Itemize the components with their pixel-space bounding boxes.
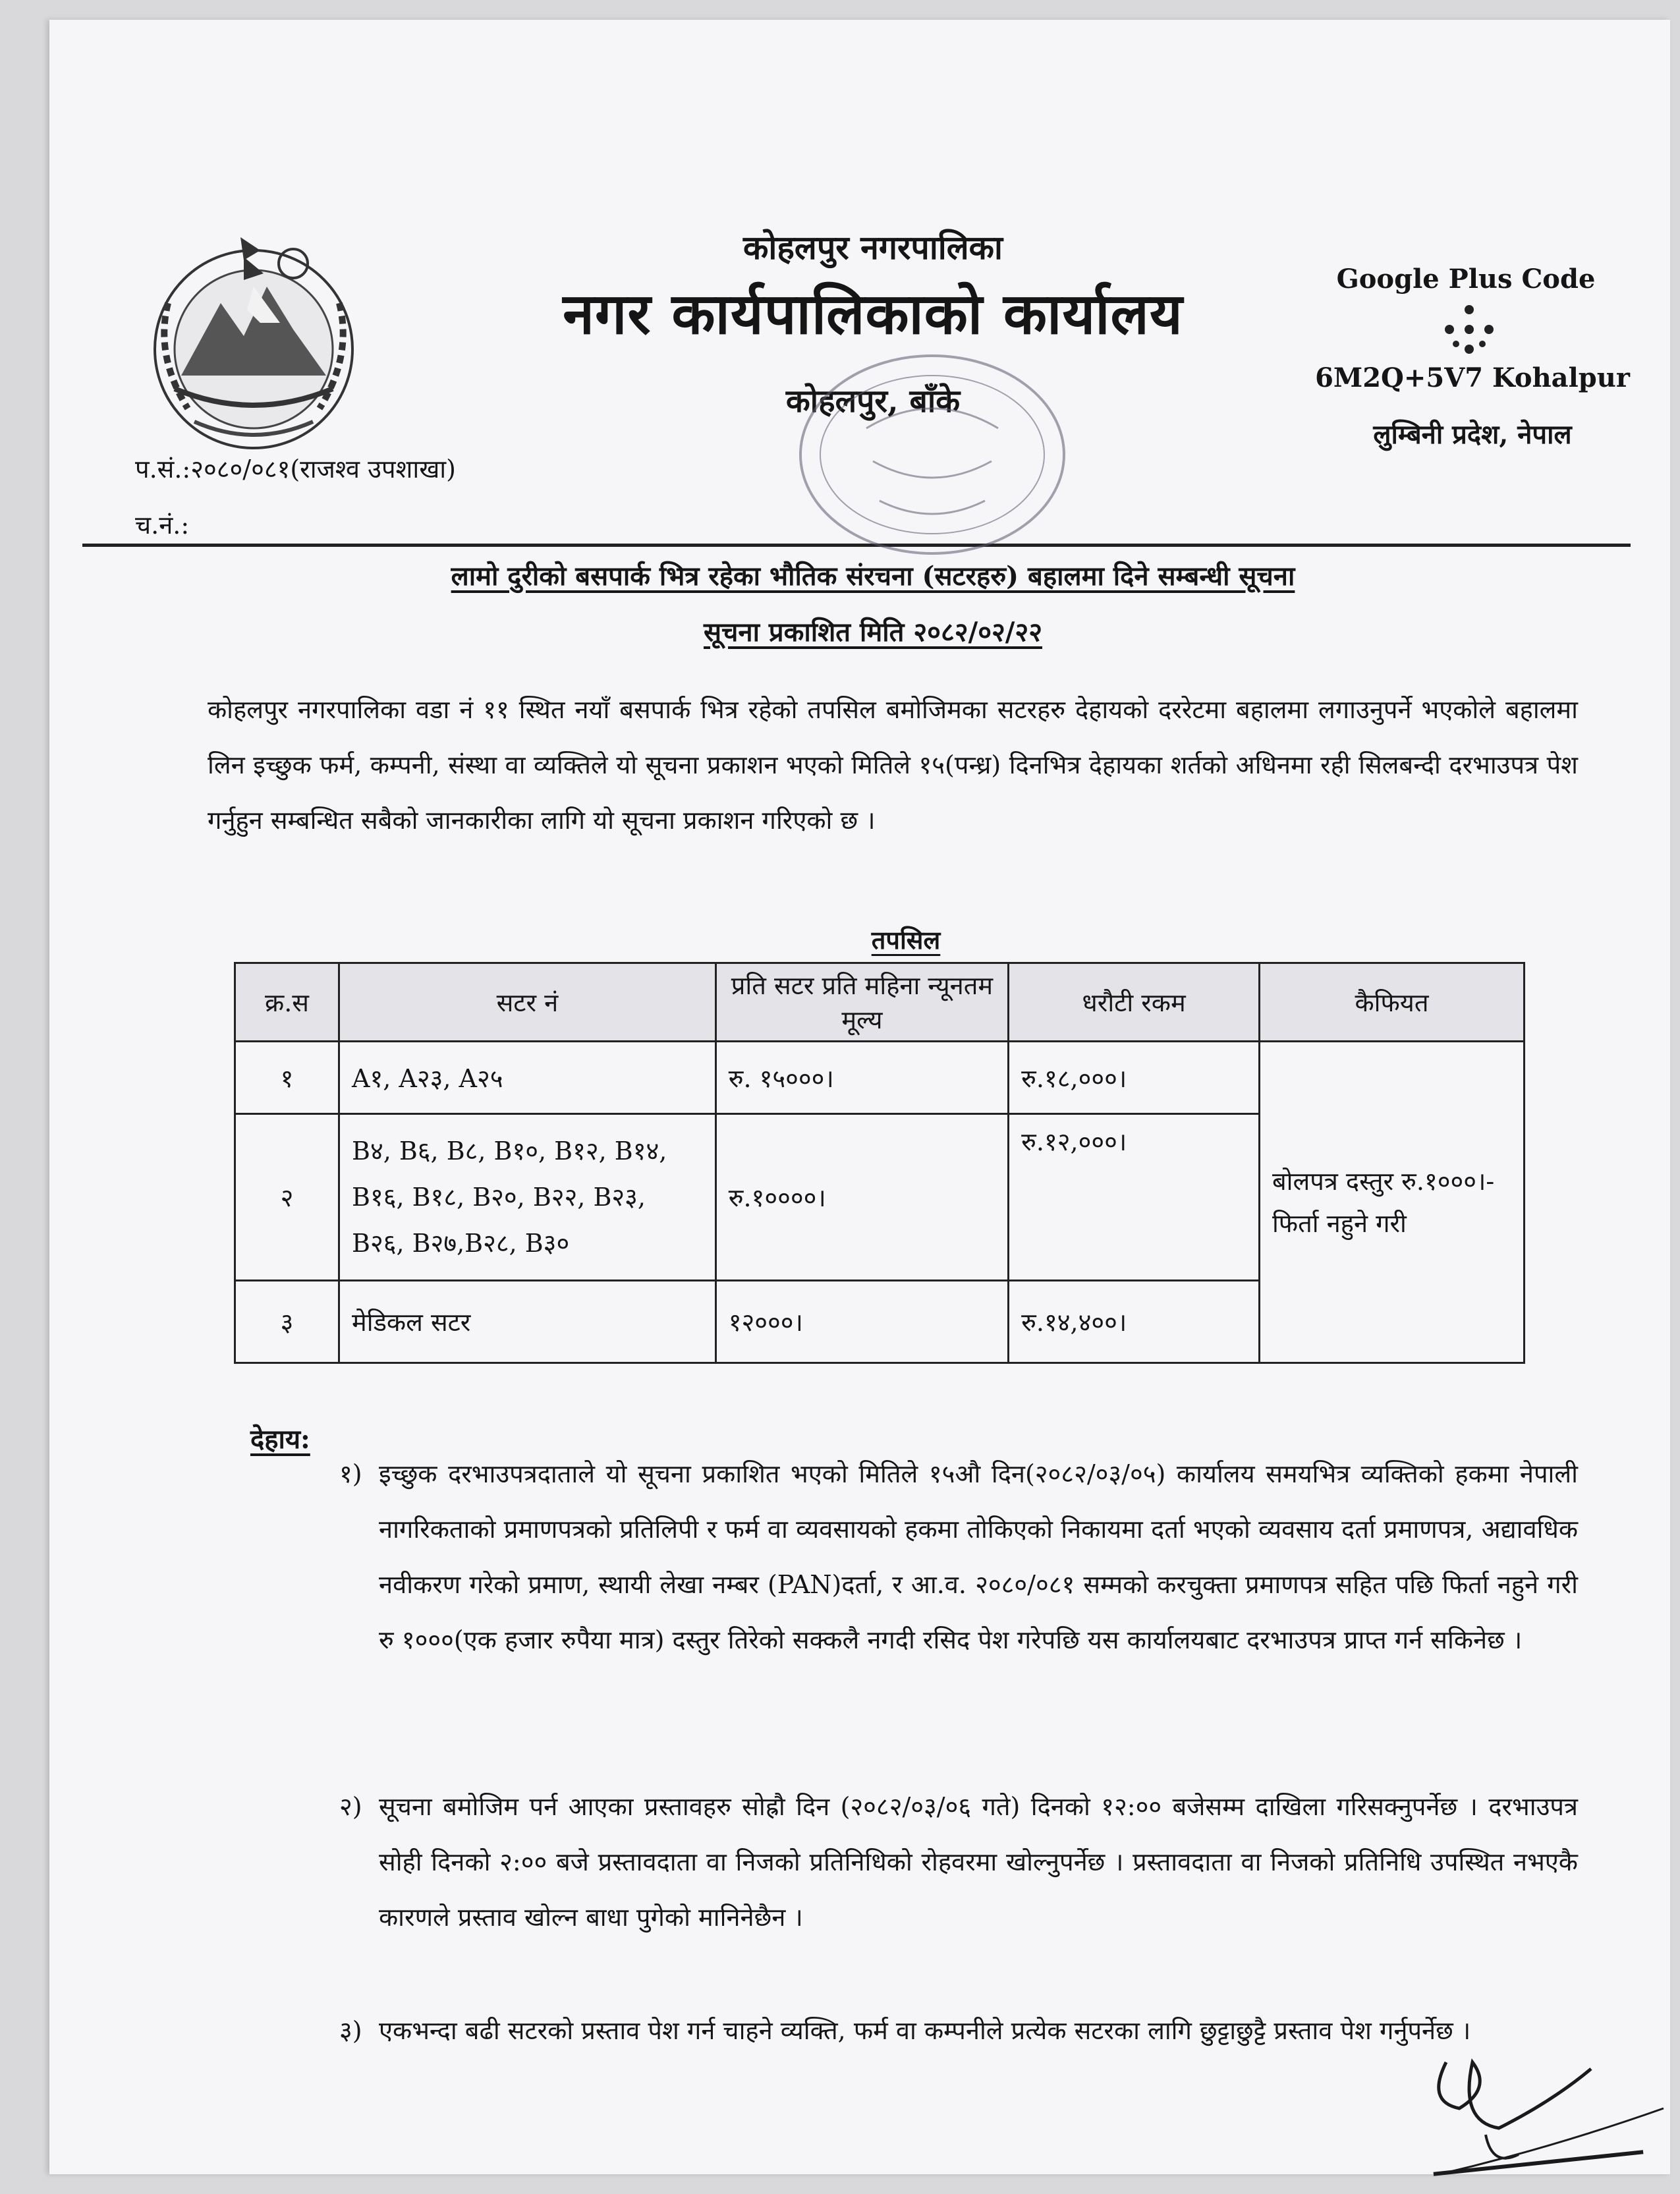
cell-deposit: रु.१२,०००। xyxy=(1009,1114,1260,1281)
office-title: नगर कार्यपालिकाको कार्यालय xyxy=(563,281,1183,347)
cell-shutter: मेडिकल सटर xyxy=(339,1281,716,1363)
header-remarks: कैफियत xyxy=(1259,963,1524,1042)
shutter-rates-table xyxy=(234,962,1525,1364)
reference-number: प.सं.:२०८०/०८१(राजश्व उपशाखा) xyxy=(135,455,456,484)
dispatch-number: च.नं.: xyxy=(135,511,190,540)
term-number: १) xyxy=(339,1459,362,1488)
header-deposit: धरौटी रकम xyxy=(1009,963,1260,1042)
official-stamp xyxy=(768,329,1097,567)
term-text: एकभन्दा बढी सटरको प्रस्ताव पेश गर्न चाहने व्यक्ति, फर्म वा कम्पनीले प्रत्येक सटरका लागि छुट्टाछुट्टै प्रस्ताव पेश गर्नुपर्नेछ । xyxy=(379,2016,1471,2045)
header-sn: क्र.स xyxy=(235,963,339,1042)
term-text: इच्छुक दरभाउपत्रदाताले यो सूचना प्रकाशित भएको मितिले १५औ दिन(२०८२/०३/०५) कार्यालय समयभित्र व्यक्तिको हकमा नेपाली नागरिकताको प्रमाणपत्रको प्रतिलिपी र फर्म वा व्यवसायको हकमा तोकिएको निकायमा दर्ता भएको व्यवसाय दर्ता प्रमाणपत्र, अद्यावधिक नवीकरण गरेको प्रमाण, स्थायी लेखा नम्बर (PAN)दर्ता, र आ.व. २०८०/०८१ सम्मको करचुक्ता प्रमाणपत्र सहित पछि फिर्ता नहुने गरी रु १०००(एक हजार रुपैया मात्र) दस्तुर तिरेको सक्कलै नगदी रसिद पेश गरेपछि यस कार्यालयबाट दरभाउपत्र प्राप्त गर्न सकिनेछ । xyxy=(379,1459,1578,1654)
notice-page xyxy=(49,20,1670,2174)
cell-price: रु. १५०००। xyxy=(715,1042,1008,1114)
google-plus-code-label: Google Plus Code xyxy=(1336,264,1596,295)
cell-remarks: बोलपत्र दस्तुर रु.१०००।- फिर्ता नहुने गरी xyxy=(1259,1042,1524,1363)
cell-price: १२०००। xyxy=(715,1281,1008,1363)
cell-deposit: रु.१४,४००। xyxy=(1009,1281,1260,1363)
office-address: कोहलपुर, बाँके xyxy=(785,383,961,420)
published-date: सूचना प्रकाशित मिति २०८२/०२/२२ xyxy=(703,617,1043,648)
terms-heading: देहाय: xyxy=(250,1424,310,1455)
officer-signature xyxy=(1420,2049,1670,2194)
cell-sn: ३ xyxy=(235,1281,339,1363)
term-item xyxy=(339,1779,1578,1945)
plus-code-icon xyxy=(1440,303,1499,356)
table-header-row xyxy=(235,963,1525,1042)
nepal-emblem-logo xyxy=(128,224,379,461)
notice-intro: कोहलपुर नगरपालिका वडा नं ११ स्थित नयाँ बसपार्क भित्र रहेको तपसिल बमोजिमका सटरहरु देहायको दररेटमा बहालमा लगाउनुपर्ने भएकोले बहालमा लिन इच्छुक फर्म, कम्पनी, संस्था वा व्यक्तिले यो सूचना प्रकाशन भएको मितिले १५(पन्ध्र) दिनभित्र देहायका शर्तको अधिनमा रही सिलबन्दी दरभाउपत्र पेश गर्नुहुन सम्बन्धित सबैको जानकारीका लागि यो सूचना प्रकाशन गरिएको छ । xyxy=(208,695,1578,835)
header-price: प्रति सटर प्रति महिना न्यूनतम मूल्य xyxy=(715,963,1008,1042)
cell-sn: १ xyxy=(235,1042,339,1114)
term-number: २) xyxy=(339,1792,362,1821)
table-title: तपसिल xyxy=(871,925,941,955)
cell-price: रु.१००००। xyxy=(715,1114,1008,1281)
table-row xyxy=(235,1042,1525,1114)
province-label: लुम्बिनी प्रदेश, नेपाल xyxy=(1373,419,1572,450)
term-item xyxy=(339,1446,1578,1668)
cell-deposit: रु.१८,०००। xyxy=(1009,1042,1260,1114)
google-plus-code-value: 6M2Q+5V7 Kohalpur xyxy=(1315,362,1630,393)
cell-shutter: B४, B६, B८, B१०, B१२, B१४, B१६, B१८, B२०, B२२, B२३, B२६, B२७,B२८, B३० xyxy=(339,1114,716,1281)
header-shutter: सटर नं xyxy=(339,963,716,1042)
term-item xyxy=(339,2003,1578,2058)
term-text: सूचना बमोजिम पर्न आएका प्रस्तावहरु सोह्रौ दिन (२०८२/०३/०६ गते) दिनको १२:०० बजेसम्म दाखिला गरिसक्नुपर्नेछ । दरभाउपत्र सोही दिनको २:०० बजे प्रस्तावदाता वा निजको प्रतिनिधिको रोहवरमा खोल्नुपर्नेछ । प्रस्तावदाता वा निजको प्रतिनिधि उपस्थित नभएकै कारणले प्रस्ताव खोल्न बाधा पुगेको मानिनेछैन । xyxy=(379,1792,1578,1932)
cell-sn: २ xyxy=(235,1114,339,1281)
notice-subject: लामो दुरीको बसपार्क भित्र रहेका भौतिक संरचना (सटरहरु) बहालमा दिने सम्बन्धी सूचना xyxy=(451,561,1295,592)
cell-shutter: A१, A२३, A२५ xyxy=(339,1042,716,1114)
term-number: ३) xyxy=(339,2016,362,2045)
municipality-name: कोहलपुर नगरपालिका xyxy=(743,228,1003,267)
